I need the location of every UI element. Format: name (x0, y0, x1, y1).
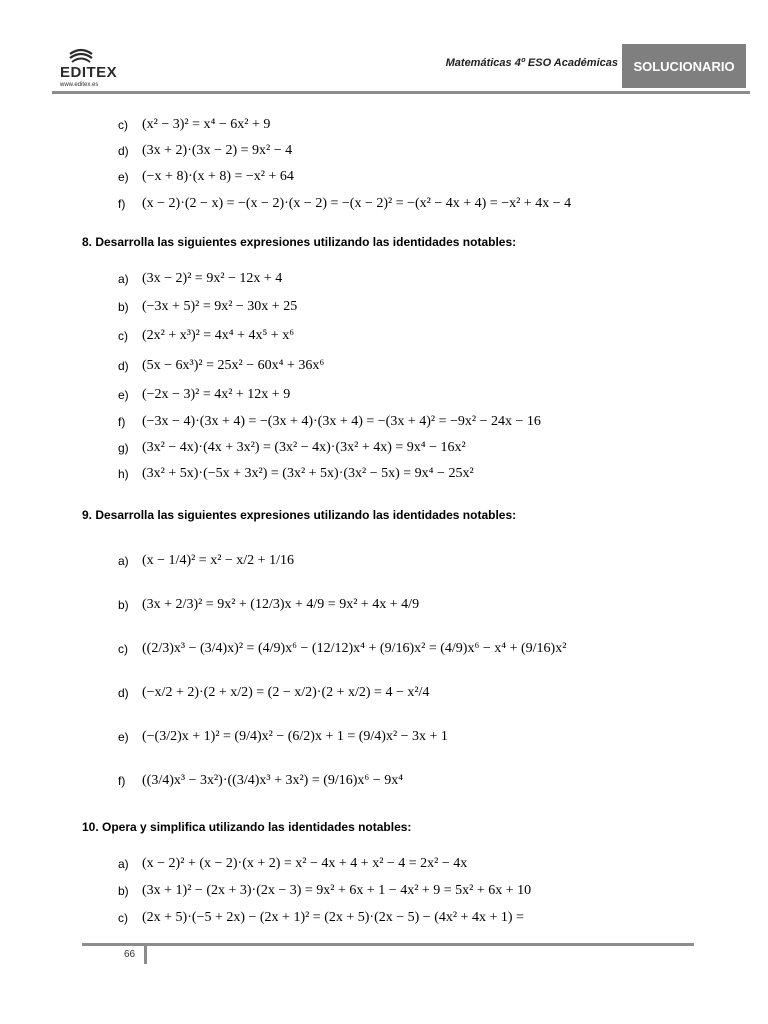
item-expression: (5x − 6x³)² = 25x² − 60x⁴ + 36x⁶ (142, 358, 325, 373)
item-label: d) (118, 144, 129, 158)
item-label: b) (118, 884, 129, 898)
item-expression: (−x/2 + 2)·(2 + x/2) = (2 − x/2)·(2 + x/2) = 4 − x²/4 (142, 685, 430, 700)
exercise-10-item-a (118, 856, 467, 872)
item-expression: (−2x − 3)² = 4x² + 12x + 9 (142, 387, 291, 402)
exercise-7-item-e (118, 169, 294, 185)
item-expression: (3x + 2/3)² = 9x² + (12/3)x + 4/9 = 9x² + 4x + 4/9 (142, 597, 420, 612)
item-label: f) (118, 774, 126, 788)
course-title: Matemáticas 4º ESO Académicas (445, 57, 618, 69)
exercise-9-item-c (118, 641, 566, 657)
item-expression: (x² − 3)² = x⁴ − 6x² + 9 (142, 117, 271, 132)
exercise-10-item-c (118, 910, 524, 926)
item-expression: (−3x + 5)² = 9x² − 30x + 25 (142, 299, 298, 314)
exercise-7-item-d (118, 143, 292, 159)
item-label: e) (118, 730, 129, 744)
item-label: e) (118, 170, 129, 184)
item-expression: (x − 2)·(2 − x) = −(x − 2)·(x − 2) = −(x − 2)² = −(x² − 4x + 4) = −x² + 4x − 4 (142, 196, 572, 211)
item-label: h) (118, 467, 129, 481)
item-expression: (−(3/2)x + 1)² = (9/4)x² − (6/2)x + 1 = (9/4)x² − 3x + 1 (142, 729, 448, 744)
badge-label: SOLUCIONARIO (633, 58, 735, 74)
item-expression: ((3/4)x³ − 3x²)·((3/4)x³ + 3x²) = (9/16)x⁶ − 9x⁴ (142, 773, 404, 788)
exercise-8-item-e (118, 387, 290, 403)
item-expression: (3x + 1)² − (2x + 3)·(2x − 3) = 9x² + 6x + 1 − 4x² + 9 = 5x² + 6x + 10 (142, 883, 532, 898)
item-label: c) (118, 118, 128, 132)
item-label: f) (118, 197, 126, 211)
item-label: b) (118, 300, 129, 314)
exercise-10-heading: 10. Opera y simplifica utilizando las identidades notables: (82, 820, 412, 834)
item-label: f) (118, 415, 126, 429)
exercise-9-item-a (118, 553, 294, 569)
item-label: d) (118, 686, 129, 700)
exercise-9-item-f (118, 773, 403, 789)
exercise-9-item-d (118, 685, 429, 701)
item-expression: (2x² + x³)² = 4x⁴ + 4x⁵ + x⁶ (142, 328, 295, 343)
item-expression: (3x² − 4x)·(4x + 3x²) = (3x² − 4x)·(3x² + 4x) = 9x⁴ − 16x² (142, 440, 466, 455)
exercise-9-item-b (118, 597, 419, 613)
item-label: a) (118, 554, 129, 568)
footer-page-separator (144, 946, 147, 964)
exercise-8-item-g (118, 440, 466, 456)
exercise-10-item-b (118, 883, 531, 899)
logo-url: www.editex.es (60, 82, 99, 88)
item-label: c) (118, 642, 128, 656)
exercise-9-heading: 9. Desarrolla las siguientes expresiones utilizando las identidades notables: (82, 508, 517, 522)
item-expression: (x − 2)² + (x − 2)·(x + 2) = x² − 4x + 4 + x² − 4 = 2x² − 4x (142, 856, 468, 871)
item-label: g) (118, 441, 129, 455)
logo-name: EDITEX (60, 64, 118, 81)
item-expression: (3x + 2)·(3x − 2) = 9x² − 4 (142, 143, 293, 158)
item-label: a) (118, 857, 129, 871)
item-label: e) (118, 388, 129, 402)
item-expression: (3x² + 5x)·(−5x + 3x²) = (3x² + 5x)·(3x² − 5x) = 9x⁴ − 25x² (142, 466, 474, 481)
item-expression: (−x + 8)·(x + 8) = −x² + 64 (142, 169, 294, 184)
item-expression: (x − 1/4)² = x² − x/2 + 1/16 (142, 553, 294, 568)
exercise-8-item-b (118, 299, 297, 315)
exercise-8-item-c (118, 328, 294, 344)
item-label: b) (118, 598, 129, 612)
item-expression: (2x + 5)·(−5 + 2x) − (2x + 1)² = (2x + 5)·(2x − 5) − (4x² + 4x + 1) = (142, 910, 524, 925)
item-expression: (−3x − 4)·(3x + 4) = −(3x + 4)·(3x + 4) = −(3x + 4)² = −9x² − 24x − 16 (142, 414, 541, 429)
exercise-8-heading: 8. Desarrolla las siguientes expresiones utilizando las identidades notables: (82, 235, 517, 249)
exercise-9-item-e (118, 729, 448, 745)
exercise-8-item-d (118, 358, 324, 374)
item-label: c) (118, 329, 128, 343)
exercise-7-item-c (118, 117, 270, 133)
exercise-8-item-h (118, 466, 474, 482)
footer-divider (82, 943, 694, 946)
exercise-8-item-a (118, 271, 282, 287)
item-label: c) (118, 911, 128, 925)
exercise-7-item-f (118, 196, 571, 212)
item-label: d) (118, 359, 129, 373)
page-number: 66 (124, 949, 136, 960)
item-expression: (3x − 2)² = 9x² − 12x + 4 (142, 271, 283, 286)
exercise-8-item-f (118, 414, 541, 430)
item-label: a) (118, 272, 129, 286)
item-expression: ((2/3)x³ − (3/4)x)² = (4/9)x⁶ − (12/12)x⁴ + (9/16)x² = (4/9)x⁶ − x⁴ + (9/16)x² (142, 641, 567, 656)
